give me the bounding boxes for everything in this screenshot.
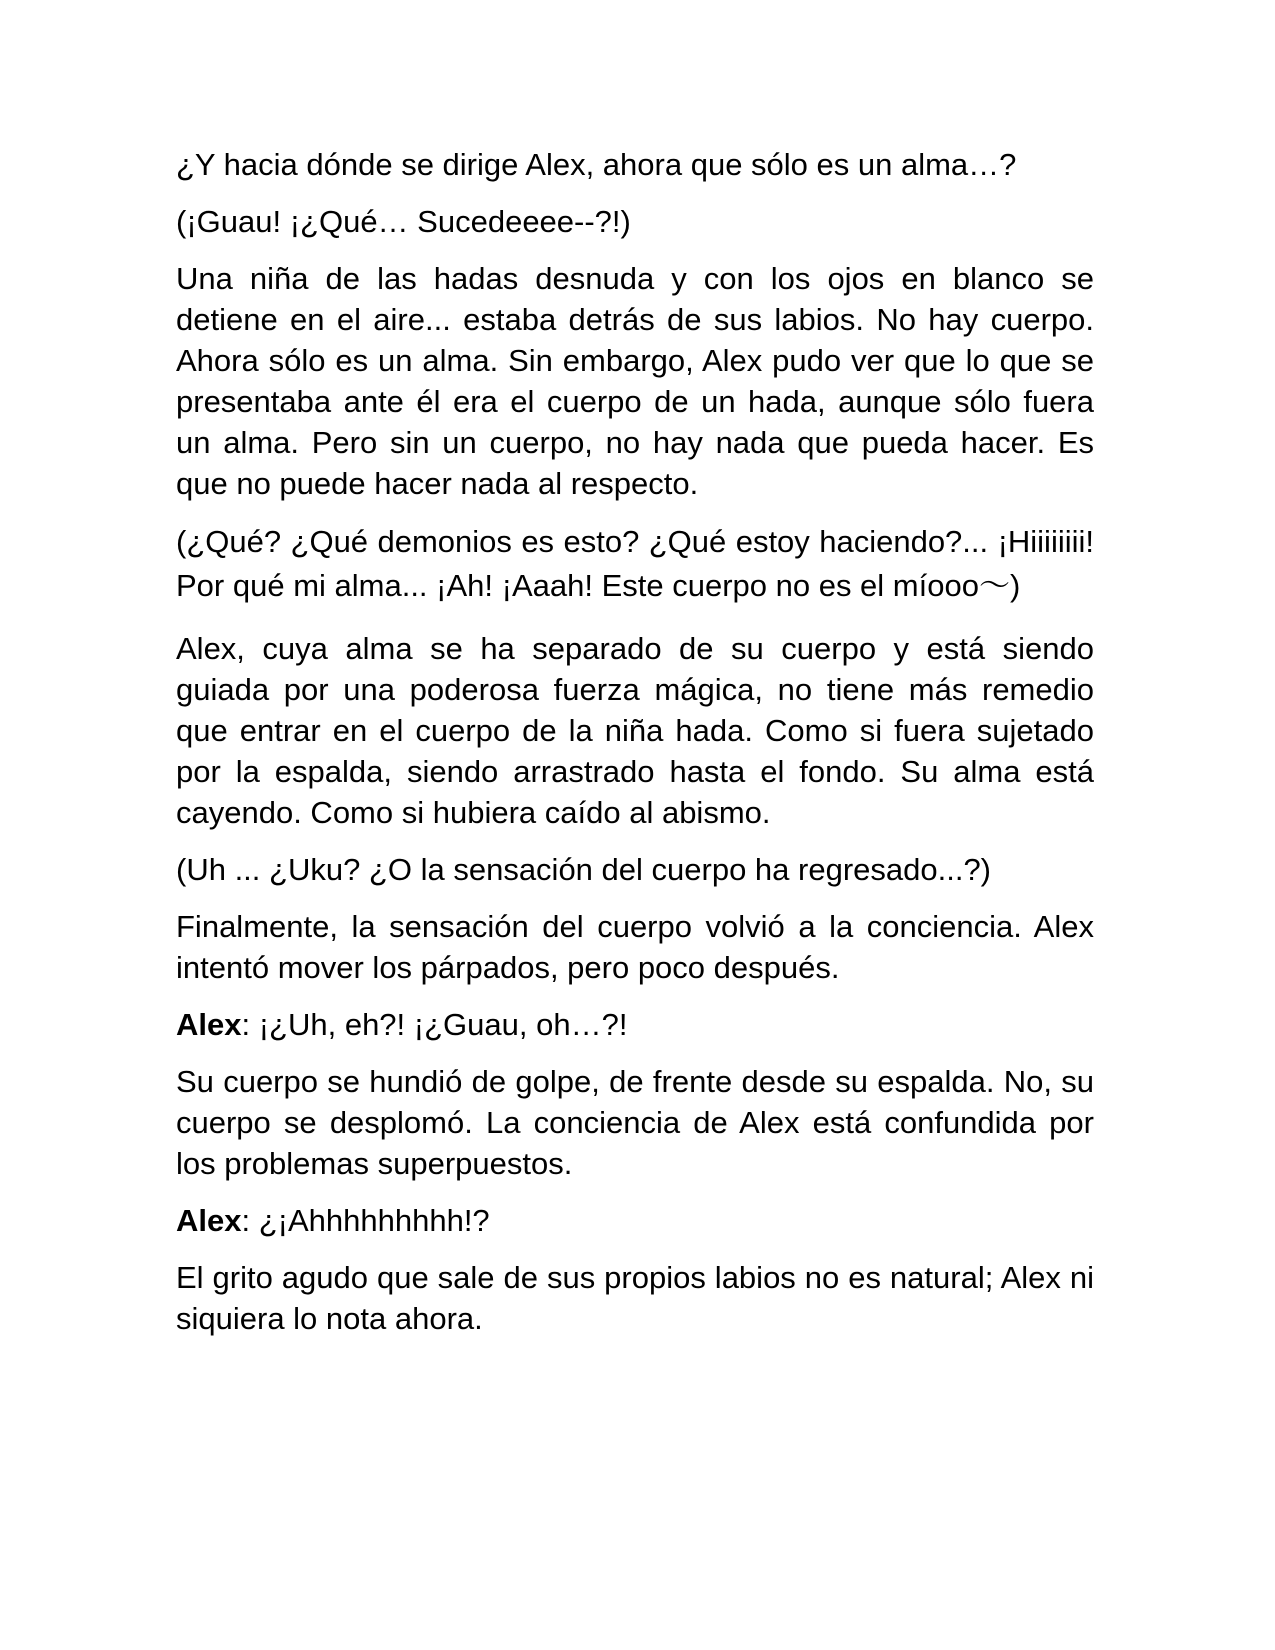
paragraph-6: (Uh ... ¿Uku? ¿O la sensación del cuerpo ha regresado...?) bbox=[176, 852, 992, 887]
paragraph-11: El grito agudo que sale de sus propios labios no es natural; Alex ni siquiera lo nota ahora. bbox=[176, 1260, 1094, 1336]
paragraph-1: ¿Y hacia dónde se dirige Alex, ahora que sólo es un alma…? bbox=[176, 147, 1017, 182]
dialogue-line-2 bbox=[176, 1200, 1094, 1241]
paragraph-7: Finalmente, la sensación del cuerpo volvió a la conciencia. Alex intentó mover los párpados, pero poco después. bbox=[176, 909, 1094, 985]
dialogue-line-1 bbox=[176, 1004, 1094, 1045]
speaker-name: Alex bbox=[176, 1007, 242, 1042]
document-body bbox=[176, 144, 1094, 1355]
paragraph-2: (¡Guau! ¡¿Qué… Sucedeeee--?!) bbox=[176, 204, 631, 239]
speaker-name: Alex bbox=[176, 1203, 242, 1238]
dialogue-text: : ¿¡Ahhhhhhhhh!? bbox=[241, 1203, 490, 1238]
paragraph-9: Su cuerpo se hundió de golpe, de frente desde su espalda. No, su cuerpo se desplomó. La conciencia de Alex está confundida por los problemas superpuestos. bbox=[176, 1064, 1094, 1181]
dialogue-text: : ¡¿Uh, eh?! ¡¿Guau, oh…?! bbox=[241, 1007, 628, 1042]
paragraph-3: Una niña de las hadas desnuda y con los ojos en blanco se detiene en el aire... estaba detrás de sus labios. No hay cuerpo. Ahora sólo es un alma. Sin embargo, Alex pudo ver que lo que se presentaba ante él era el cuerpo de un hada, aunque sólo fuera un alma. Pero sin un cuerpo, no hay nada que pueda hacer. Es que no puede hacer nada al respecto. bbox=[176, 261, 1094, 501]
paragraph-5: Alex, cuya alma se ha separado de su cuerpo y está siendo guiada por una poderosa fuerza mágica, no tiene más remedio que entrar en el cuerpo de la niña hada. Como si fuera sujetado por la espalda, siendo arrastrado hasta el fondo. Su alma está cayendo. Como si hubiera caído al abismo. bbox=[176, 631, 1094, 830]
paragraph-4: (¿Qué? ¿Qué demonios es esto? ¿Qué estoy haciendo?... ¡Hiiiiiiii! Por qué mi alma... ¡Ah! ¡Aaah! Este cuerpo no es el míooo～) bbox=[176, 524, 1094, 603]
